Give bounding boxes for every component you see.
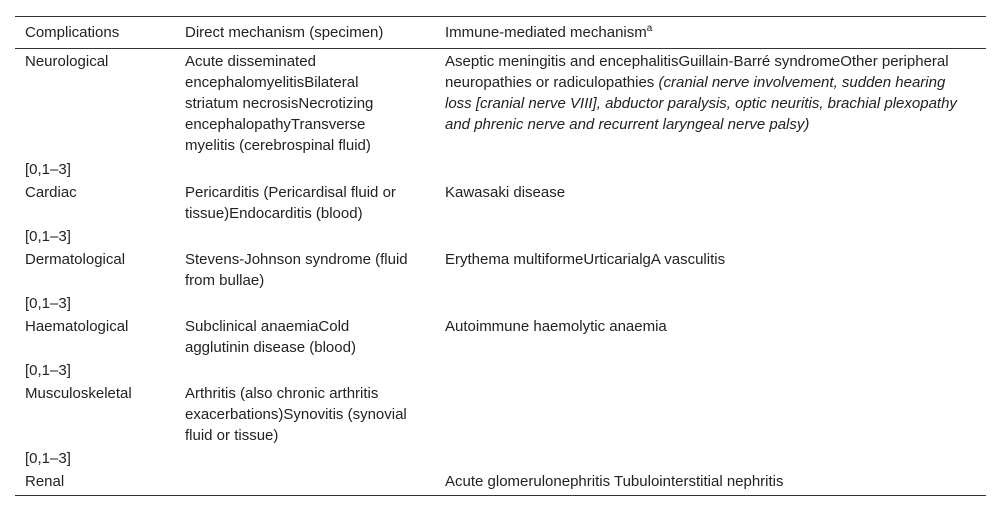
table-row (15, 469, 986, 495)
immune-mechanism-cell (445, 51, 975, 135)
immune-mechanism-cell: Acute glomerulonephritis Tubulointerstitial nephritis (445, 473, 784, 490)
immune-mechanism-cell: Autoimmune haemolytic anaemia (445, 318, 667, 335)
reference-cell: [0,1–3] (25, 450, 71, 467)
table-row (15, 314, 986, 358)
reference-row (15, 291, 986, 314)
header-complications: Complications (25, 24, 120, 41)
header-immune-mechanism (445, 22, 975, 43)
reference-cell: [0,1–3] (25, 295, 71, 312)
direct-mechanism-cell: Arthritis (also chronic arthritis exacerbations)Synovitis (synovial fluid or tissue) (185, 385, 407, 444)
complication-cell: Neurological (25, 53, 109, 70)
reference-row (15, 446, 986, 469)
footnote-marker: a (646, 23, 653, 34)
immune-mechanism-cell: Erythema multiformeUrticarialgA vasculitis (445, 251, 726, 268)
immune-mechanism-cell: Kawasaki disease (445, 184, 566, 201)
direct-mechanism-cell: Stevens-Johnson syndrome (fluid from bullae) (185, 251, 408, 289)
complications-table (15, 16, 986, 496)
direct-mechanism-cell: Subclinical anaemiaCold agglutinin disease (blood) (185, 318, 356, 356)
complication-cell: Cardiac (25, 184, 77, 201)
complication-cell: Renal (25, 473, 65, 490)
reference-cell: [0,1–3] (25, 228, 71, 245)
table-row (15, 49, 986, 157)
table-row (15, 381, 986, 446)
direct-mechanism-cell: Pericarditis (Pericardisal fluid or tissue)Endocarditis (blood) (185, 184, 396, 222)
header-immune-label: Immune-mediated mechanism (445, 24, 647, 41)
complication-cell: Haematological (25, 318, 129, 335)
immune-text: Aseptic meningitis and encephalitisGuillain-Barré syndromeOther peripheral neuropathies or radiculopathies (445, 53, 949, 91)
reference-row (15, 358, 986, 381)
table-header-row (15, 17, 986, 49)
complication-cell: Dermatological (25, 251, 126, 268)
reference-cell: [0,1–3] (25, 161, 71, 178)
direct-mechanism-cell: Acute disseminated encephalomyelitisBilateral striatum necrosisNecrotizing encephalopathyTransverse myelitis (cerebrospinal fluid) (185, 53, 374, 154)
reference-row (15, 157, 986, 180)
table-row (15, 180, 986, 224)
reference-row (15, 224, 986, 247)
header-direct-mechanism: Direct mechanism (specimen) (185, 24, 384, 41)
immune-italic-text: (cranial nerve involvement, sudden hearing loss [cranial nerve VIII], abductor paralysis, optic neuritis, brachial plexopathy and phrenic nerve and recurrent laryngeal nerve palsy) (445, 74, 957, 133)
reference-cell: [0,1–3] (25, 362, 71, 379)
table-row (15, 247, 986, 291)
complication-cell: Musculoskeletal (25, 385, 132, 402)
